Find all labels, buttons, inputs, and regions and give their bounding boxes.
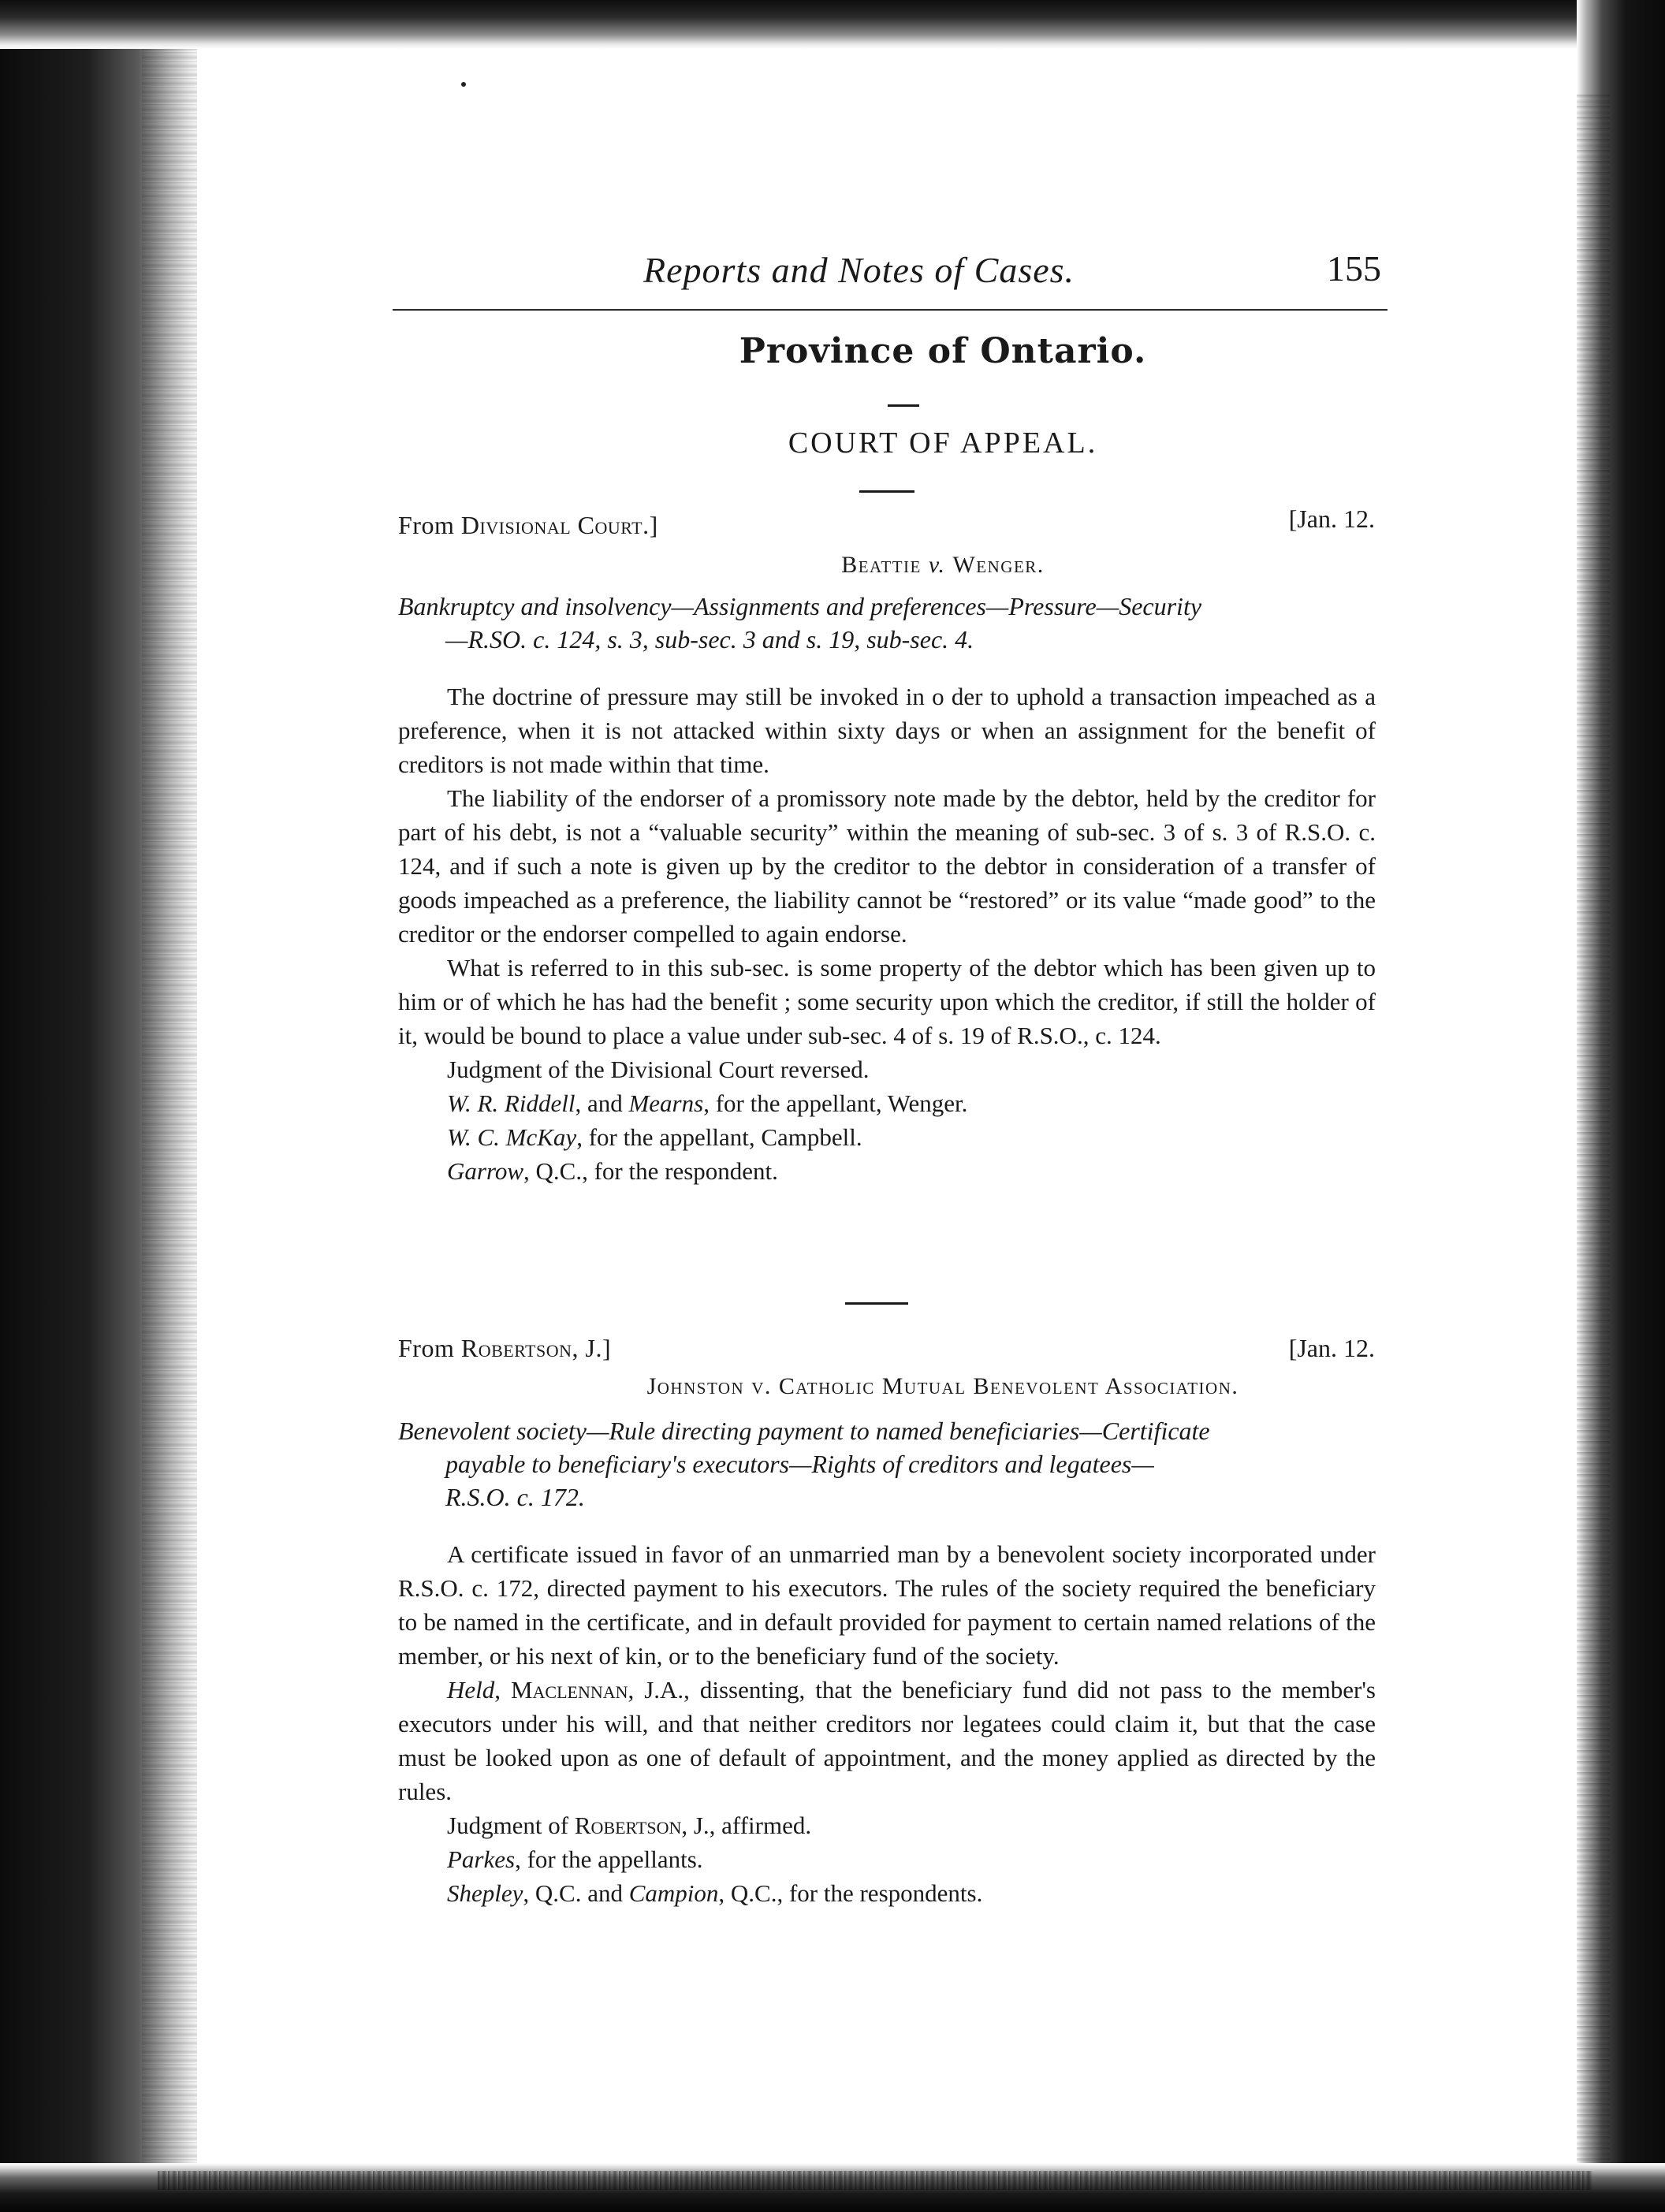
judgment-text: Judgment of [447,1812,575,1839]
from-suffix: , J.] [572,1334,612,1362]
versus: v. [928,552,946,578]
counsel-name: Parkes [447,1845,516,1873]
case2-counsel-2 [398,1876,1376,1910]
held-judge: Maclennan [510,1676,628,1704]
case1-judgment: Judgment of the Divisional Court reversed. [447,1056,870,1083]
page-number: 155 [1327,248,1381,289]
from-prefix: From [398,1334,461,1362]
case2-body [398,1537,1376,1910]
case2-para-2: Held, Maclennan, J.A., dissenting, that the beneficiary fund did not pass to the member's executors under his will, and that neither creditors nor legatees could claim it, but that the case must be looked upon as one of default of appointment, and the money applied as directed by the rules. [398,1676,1376,1805]
from-bracket: ] [649,511,658,539]
case1-body [398,680,1376,1188]
from-court: Divisional Court. [460,511,650,539]
held-text: , J.A., dissenting, that the beneficiary fund did not pass to the member's executors under his will, and that neither creditors nor legatees could claim it, but that the case must be looked upon as one of default of appointment, and the money applied as directed by the rules. [398,1676,1376,1805]
held-word: Held [447,1676,495,1704]
case2-judgment [398,1808,1376,1842]
case2-title: Johnston v. Catholic Mutual Benevolent Association. [646,1373,1239,1399]
case2-from-line [398,1334,611,1363]
case1-para-3: What is referred to in this sub-sec. is some property of the debtor which has been given up to him or of which he has had the benefit ; some security upon which the creditor, if still the holder of it, would be bound to place a value under sub-sec. 4 of s. 19 of R.S.O., c. 124. [398,954,1376,1049]
case2-headnote [398,1414,1376,1514]
defendant-name: Wenger. [952,552,1045,578]
section-dash [888,404,919,407]
court-heading: COURT OF APPEAL. [788,426,1098,460]
counsel-text: , for the appellants. [515,1845,703,1873]
counsel-name: W. C. McKay [447,1123,577,1151]
counsel-name: Garrow [447,1157,524,1185]
case2-counsel-1 [398,1842,1376,1876]
headnote-line: Bankruptcy and insolvency—Assignments and preferences—Pressure—Security [398,592,1202,620]
running-head [393,246,1388,309]
case1-counsel-2 [398,1120,1376,1154]
from-judge: Robertson [460,1334,572,1362]
counsel-name: W. R. Riddell [447,1089,575,1117]
plaintiff-name: Beattie [841,552,922,578]
counsel-text: , Q.C. and [523,1879,629,1907]
counsel-name: Mearns [628,1089,704,1117]
case2-para-1: A certificate issued in favor of an unmarried man by a benevolent society incorporated under R.S.O. c. 172, directed payment to his executors. The rules of the society required the beneficiary to be named in the certificate, and in default provided for payment to certain named relations of the member, or his next of kin, or to the beneficiary fund of the society. [398,1540,1376,1670]
running-head-title: Reports and Notes of Cases. [643,250,1075,290]
headnote-line: Benevolent society—Rule directing payment to named beneficiaries—Certificate [398,1417,1210,1445]
province-heading: Province of Ontario. [739,331,1147,371]
counsel-text: , and [575,1089,629,1117]
running-head-rule [393,309,1388,311]
case1-counsel-1 [398,1086,1376,1120]
headnote-line: —R.SO. c. 124, s. 3, sub-sec. 3 and s. 19, sub-sec. 4. [445,625,974,654]
headnote-line: R.S.O. c. 172. [445,1483,585,1511]
counsel-name: Campion [628,1879,719,1907]
counsel-text: , for the appellant, Wenger. [703,1089,968,1117]
counsel-name: Shepley [447,1879,523,1907]
case1-parties [0,552,1665,579]
judgment-judge: Robertson [574,1812,682,1839]
case2-date: [Jan. 12. [1288,1334,1375,1362]
from-prefix: From [398,511,461,539]
judgment-text: , J., affirmed. [681,1812,812,1839]
case-separator [845,1302,908,1305]
case1-para-2: The liability of the endorser of a promissory note made by the debtor, held by the creditor for part of his debt, is not a “valuable security” within the meaning of sub-sec. 3 of s. 3 of R.S.O. c. 124, and if such a note is given up by the creditor to the debtor in consideration of a transfer of goods impeached as a preference, the liability cannot be “restored” or its value “made good” to the creditor or the endorser compelled to again endorse. [398,784,1376,948]
scan-speck [461,82,466,87]
section-dash [859,490,914,493]
counsel-text: , Q.C., for the respondent. [523,1157,778,1185]
case1-from-line [398,511,658,540]
case1-para-1: The doctrine of pressure may still be invoked in o der to uphold a transaction impeached as a preference, when it is not attacked within sixty days or when an assignment for the benefit of creditors is not made within that time. [398,683,1376,778]
case1-date: [Jan. 12. [1288,505,1375,533]
counsel-text: , for the appellant, Campbell. [576,1123,862,1151]
headnote-line: payable to beneficiary's executors—Rights of creditors and legatees— [445,1450,1154,1478]
case1-counsel-3 [398,1154,1376,1188]
case1-headnote [398,590,1376,656]
counsel-text: , Q.C., for the respondents. [718,1879,983,1907]
